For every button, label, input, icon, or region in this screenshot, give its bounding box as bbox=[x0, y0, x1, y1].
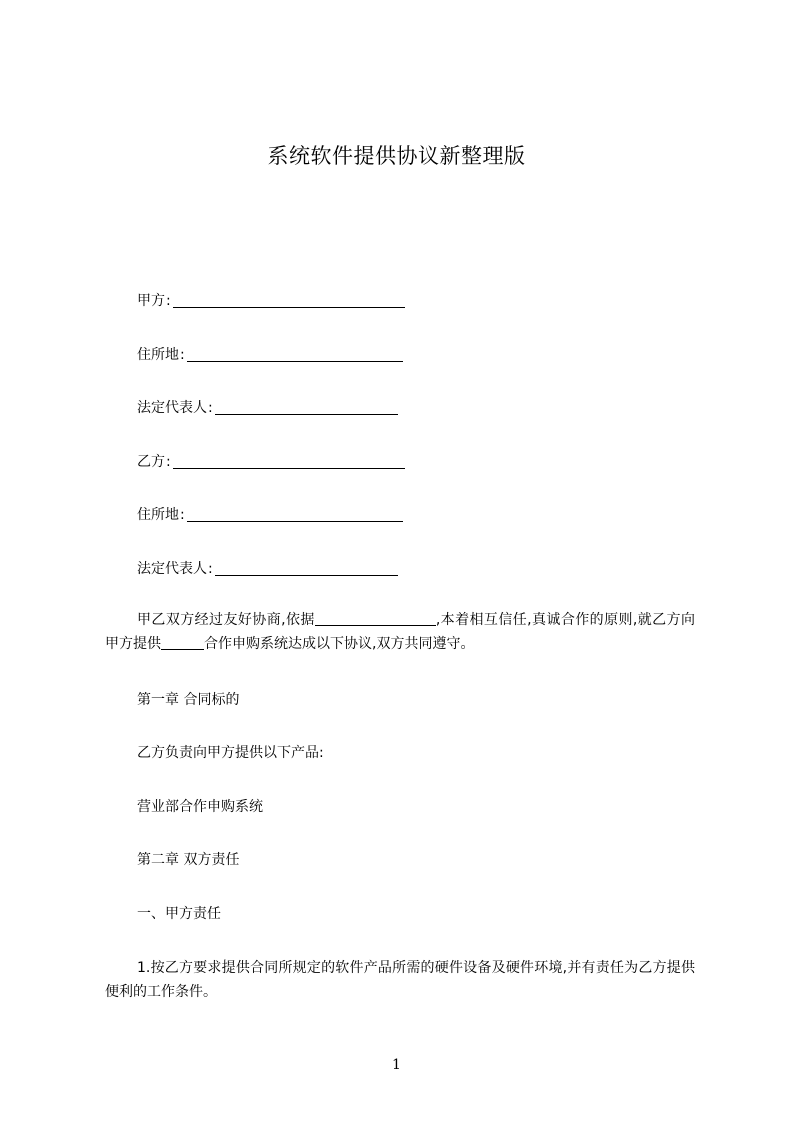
chapter-2-heading: 第二章 双方责任 bbox=[137, 852, 240, 868]
party-a-legal-rep-blank-line bbox=[215, 400, 398, 415]
page-number: 1 bbox=[392, 1057, 401, 1073]
product-intro-text: 乙方负责向甲方提供以下产品: bbox=[137, 745, 324, 761]
party-b-address-field bbox=[137, 505, 403, 525]
party-a-blank-line bbox=[173, 293, 405, 308]
party-a-address-label: 住所地 bbox=[137, 347, 179, 363]
party-b-field bbox=[137, 452, 405, 472]
chapter-1-heading: 第一章 合同标的 bbox=[137, 692, 240, 708]
party-b-address-label: 住所地 bbox=[137, 507, 179, 523]
party-a-legal-rep-label: 法定代表人 bbox=[137, 400, 207, 416]
document-title: 系统软件提供协议新整理版 bbox=[267, 144, 526, 168]
party-b-legal-rep-field bbox=[137, 559, 398, 579]
party-b-legal-rep-label: 法定代表人 bbox=[137, 561, 207, 577]
party-b-colon: : bbox=[166, 454, 171, 470]
section-1-heading: 一、甲方责任 bbox=[137, 906, 221, 922]
party-a-address-colon: : bbox=[180, 347, 185, 363]
party-a-field bbox=[137, 291, 405, 311]
party-a-address-blank-line bbox=[187, 347, 403, 362]
party-b-legal-rep-colon: : bbox=[208, 561, 213, 577]
party-a-colon: : bbox=[166, 293, 171, 309]
clause-1-paragraph: 1.按乙方要求提供合同所规定的软件产品所需的硬件设备及硬件环境,并有责任为乙方提供便利的工作条件。 bbox=[105, 960, 695, 1000]
party-a-address-field bbox=[137, 345, 403, 365]
party-a-legal-rep-field bbox=[137, 398, 398, 418]
product-blank bbox=[161, 635, 204, 650]
party-a-label: 甲方 bbox=[137, 293, 165, 309]
party-b-blank-line bbox=[173, 454, 405, 469]
intro-text-part2: ,本着相互信任,真诚合作的原则,就乙方向甲方提供 bbox=[105, 612, 695, 652]
party-b-address-blank-line bbox=[187, 507, 403, 522]
party-b-label: 乙方 bbox=[137, 454, 165, 470]
party-a-legal-rep-colon: : bbox=[208, 400, 213, 416]
basis-blank bbox=[315, 611, 436, 626]
intro-text-part1: 甲乙双方经过友好协商,依据 bbox=[137, 612, 315, 628]
product-name-text: 营业部合作申购系统 bbox=[137, 799, 263, 815]
party-b-legal-rep-blank-line bbox=[215, 561, 398, 576]
intro-paragraph bbox=[105, 608, 695, 656]
intro-text-part3: 合作申购系统达成以下协议,双方共同遵守。 bbox=[204, 636, 475, 652]
party-b-address-colon: : bbox=[180, 507, 185, 523]
